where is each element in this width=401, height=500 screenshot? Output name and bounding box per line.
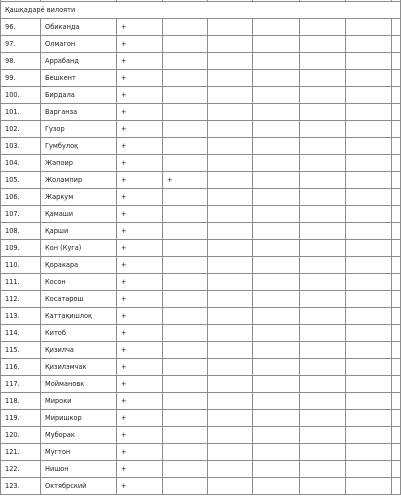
mark-column-2 [163, 36, 208, 53]
empty-cell [253, 308, 300, 325]
row-number: 96. [1, 19, 41, 36]
mark-column-2 [163, 223, 208, 240]
mark-column-1: + [117, 104, 163, 121]
settlement-name: Қарши [41, 223, 117, 240]
settlement-name: Китоб [41, 325, 117, 342]
empty-cell [346, 36, 392, 53]
empty-cell [300, 376, 346, 393]
empty-cell [208, 444, 253, 461]
mark-column-2 [163, 70, 208, 87]
table-row [1, 478, 401, 495]
empty-cell [300, 461, 346, 478]
settlement-name: Каттақишлоқ [41, 308, 117, 325]
empty-cell [208, 240, 253, 257]
mark-column-2 [163, 121, 208, 138]
row-number: 108. [1, 223, 41, 240]
empty-cell [253, 87, 300, 104]
mark-column-1: + [117, 478, 163, 495]
empty-cell [253, 274, 300, 291]
empty-cell [300, 189, 346, 206]
empty-cell [208, 87, 253, 104]
empty-cell [392, 87, 401, 104]
empty-cell [392, 53, 401, 70]
mark-column-2 [163, 274, 208, 291]
empty-cell [253, 19, 300, 36]
empty-cell [392, 444, 401, 461]
empty-cell [300, 257, 346, 274]
mark-column-2 [163, 87, 208, 104]
table-row [1, 53, 401, 70]
empty-cell [392, 342, 401, 359]
empty-cell [300, 308, 346, 325]
empty-cell [392, 274, 401, 291]
empty-cell [346, 342, 392, 359]
empty-cell [300, 359, 346, 376]
empty-cell [392, 138, 401, 155]
empty-cell [253, 444, 300, 461]
empty-cell [208, 376, 253, 393]
empty-cell [300, 240, 346, 257]
empty-cell [346, 427, 392, 444]
empty-cell [253, 461, 300, 478]
empty-cell [253, 155, 300, 172]
empty-cell [208, 410, 253, 427]
empty-cell [300, 393, 346, 410]
empty-cell [346, 257, 392, 274]
empty-cell [253, 172, 300, 189]
empty-cell [208, 427, 253, 444]
empty-cell [346, 274, 392, 291]
table-row [1, 376, 401, 393]
settlement-name: Олмагон [41, 36, 117, 53]
empty-cell [346, 172, 392, 189]
empty-cell [392, 223, 401, 240]
settlement-name: Аррабанд [41, 53, 117, 70]
settlement-name: Обиканда [41, 19, 117, 36]
empty-cell [346, 189, 392, 206]
empty-cell [392, 36, 401, 53]
empty-cell [346, 461, 392, 478]
settlement-name: Косон [41, 274, 117, 291]
empty-cell [208, 53, 253, 70]
empty-cell [392, 393, 401, 410]
empty-cell [253, 36, 300, 53]
table-row [1, 342, 401, 359]
empty-cell [208, 155, 253, 172]
mark-column-2 [163, 19, 208, 36]
row-number: 122. [1, 461, 41, 478]
empty-cell [253, 325, 300, 342]
table-row [1, 427, 401, 444]
empty-cell [208, 274, 253, 291]
mark-column-2 [163, 325, 208, 342]
table-row [1, 240, 401, 257]
empty-cell [208, 393, 253, 410]
mark-column-1: + [117, 155, 163, 172]
mark-column-1: + [117, 427, 163, 444]
mark-column-1: + [117, 274, 163, 291]
empty-cell [300, 155, 346, 172]
row-number: 112. [1, 291, 41, 308]
mark-column-2 [163, 189, 208, 206]
empty-cell [346, 70, 392, 87]
row-number: 97. [1, 36, 41, 53]
empty-cell [392, 325, 401, 342]
mark-column-2 [163, 376, 208, 393]
empty-cell [208, 478, 253, 495]
row-number: 103. [1, 138, 41, 155]
mark-column-2: + [163, 172, 208, 189]
table-row [1, 325, 401, 342]
settlement-name: Қамаши [41, 206, 117, 223]
empty-cell [346, 223, 392, 240]
settlement-name: Қизилэмчак [41, 359, 117, 376]
empty-cell [208, 19, 253, 36]
empty-cell [208, 206, 253, 223]
empty-cell [208, 359, 253, 376]
row-number: 100. [1, 87, 41, 104]
mark-column-2 [163, 342, 208, 359]
settlement-name: Косатарош [41, 291, 117, 308]
mark-column-2 [163, 410, 208, 427]
row-number: 98. [1, 53, 41, 70]
mark-column-1: + [117, 19, 163, 36]
table-row [1, 121, 401, 138]
row-number: 106. [1, 189, 41, 206]
row-number: 101. [1, 104, 41, 121]
row-number: 123. [1, 478, 41, 495]
empty-cell [208, 189, 253, 206]
mark-column-1: + [117, 240, 163, 257]
empty-cell [346, 410, 392, 427]
empty-cell [346, 87, 392, 104]
row-number: 115. [1, 342, 41, 359]
empty-cell [253, 427, 300, 444]
empty-cell [392, 410, 401, 427]
mark-column-1: + [117, 87, 163, 104]
table-row [1, 155, 401, 172]
settlement-name: Қоракара [41, 257, 117, 274]
table-row [1, 223, 401, 240]
table-row [1, 189, 401, 206]
row-number: 116. [1, 359, 41, 376]
empty-cell [208, 36, 253, 53]
mark-column-1: + [117, 325, 163, 342]
mark-column-2 [163, 359, 208, 376]
empty-cell [346, 393, 392, 410]
empty-cell [253, 478, 300, 495]
empty-cell [346, 291, 392, 308]
section-title: Қашқадарё вилояти [1, 2, 401, 19]
empty-cell [392, 308, 401, 325]
row-number: 110. [1, 257, 41, 274]
row-number: 109. [1, 240, 41, 257]
empty-cell [208, 104, 253, 121]
empty-cell [392, 172, 401, 189]
table-row [1, 70, 401, 87]
mark-column-2 [163, 53, 208, 70]
empty-cell [208, 138, 253, 155]
empty-cell [300, 53, 346, 70]
row-number: 105. [1, 172, 41, 189]
mark-column-1: + [117, 223, 163, 240]
empty-cell [300, 87, 346, 104]
row-number: 111. [1, 274, 41, 291]
table-row [1, 410, 401, 427]
empty-cell [253, 138, 300, 155]
empty-cell [208, 121, 253, 138]
table-row [1, 104, 401, 121]
settlement-name: Жолампир [41, 172, 117, 189]
empty-cell [300, 138, 346, 155]
table-row [1, 138, 401, 155]
empty-cell [300, 104, 346, 121]
table-row [1, 36, 401, 53]
empty-cell [253, 104, 300, 121]
empty-cell [253, 359, 300, 376]
settlement-name: Гузор [41, 121, 117, 138]
empty-cell [392, 155, 401, 172]
empty-cell [392, 376, 401, 393]
table-row [1, 206, 401, 223]
empty-cell [392, 19, 401, 36]
row-number: 119. [1, 410, 41, 427]
settlement-name: Миришкор [41, 410, 117, 427]
empty-cell [300, 70, 346, 87]
empty-cell [392, 189, 401, 206]
settlement-name: Қизилча [41, 342, 117, 359]
empty-cell [346, 325, 392, 342]
empty-cell [346, 478, 392, 495]
row-number: 118. [1, 393, 41, 410]
section-header-row [1, 2, 401, 19]
empty-cell [346, 121, 392, 138]
row-number: 113. [1, 308, 41, 325]
mark-column-1: + [117, 359, 163, 376]
empty-cell [392, 291, 401, 308]
empty-cell [392, 240, 401, 257]
table-row [1, 393, 401, 410]
table-row [1, 19, 401, 36]
table-row [1, 444, 401, 461]
empty-cell [208, 257, 253, 274]
settlement-name: Моймановк [41, 376, 117, 393]
table-row [1, 87, 401, 104]
empty-cell [346, 376, 392, 393]
mark-column-2 [163, 206, 208, 223]
settlement-name: Мугтон [41, 444, 117, 461]
mark-column-1: + [117, 121, 163, 138]
empty-cell [392, 478, 401, 495]
mark-column-1: + [117, 376, 163, 393]
empty-cell [346, 206, 392, 223]
empty-cell [300, 444, 346, 461]
mark-column-1: + [117, 444, 163, 461]
settlement-name: Жаркум [41, 189, 117, 206]
empty-cell [208, 308, 253, 325]
mark-column-1: + [117, 206, 163, 223]
mark-column-1: + [117, 393, 163, 410]
empty-cell [253, 240, 300, 257]
row-number: 104. [1, 155, 41, 172]
table-row [1, 172, 401, 189]
row-number: 114. [1, 325, 41, 342]
mark-column-1: + [117, 36, 163, 53]
mark-column-2 [163, 461, 208, 478]
mark-column-1: + [117, 257, 163, 274]
empty-cell [253, 376, 300, 393]
row-number: 99. [1, 70, 41, 87]
empty-cell [300, 121, 346, 138]
settlement-name: Бирдала [41, 87, 117, 104]
row-number: 107. [1, 206, 41, 223]
empty-cell [300, 172, 346, 189]
empty-cell [208, 70, 253, 87]
empty-cell [300, 291, 346, 308]
empty-cell [300, 325, 346, 342]
empty-cell [346, 240, 392, 257]
empty-cell [208, 325, 253, 342]
empty-cell [392, 70, 401, 87]
empty-cell [253, 70, 300, 87]
empty-cell [208, 342, 253, 359]
empty-cell [300, 410, 346, 427]
mark-column-2 [163, 444, 208, 461]
mark-column-2 [163, 138, 208, 155]
table-row [1, 257, 401, 274]
mark-column-1: + [117, 461, 163, 478]
settlement-name: Жапоир [41, 155, 117, 172]
empty-cell [346, 53, 392, 70]
empty-cell [300, 478, 346, 495]
empty-cell [253, 206, 300, 223]
empty-cell [253, 393, 300, 410]
empty-cell [392, 206, 401, 223]
mark-column-2 [163, 257, 208, 274]
mark-column-2 [163, 478, 208, 495]
empty-cell [346, 19, 392, 36]
empty-cell [208, 223, 253, 240]
empty-cell [392, 257, 401, 274]
row-number: 121. [1, 444, 41, 461]
empty-cell [392, 104, 401, 121]
empty-cell [208, 291, 253, 308]
empty-cell [346, 308, 392, 325]
empty-cell [253, 257, 300, 274]
mark-column-2 [163, 155, 208, 172]
empty-cell [346, 444, 392, 461]
mark-column-2 [163, 308, 208, 325]
empty-cell [346, 104, 392, 121]
empty-cell [253, 53, 300, 70]
mark-column-1: + [117, 70, 163, 87]
empty-cell [392, 359, 401, 376]
mark-column-1: + [117, 308, 163, 325]
empty-cell [300, 274, 346, 291]
mark-column-1: + [117, 172, 163, 189]
mark-column-1: + [117, 138, 163, 155]
settlement-name: Мироки [41, 393, 117, 410]
mark-column-2 [163, 240, 208, 257]
mark-column-1: + [117, 291, 163, 308]
mark-column-1: + [117, 410, 163, 427]
empty-cell [253, 342, 300, 359]
empty-cell [300, 223, 346, 240]
empty-cell [253, 291, 300, 308]
empty-cell [392, 121, 401, 138]
settlement-name: Варганза [41, 104, 117, 121]
mark-column-2 [163, 427, 208, 444]
mark-column-2 [163, 393, 208, 410]
mark-column-1: + [117, 53, 163, 70]
empty-cell [392, 427, 401, 444]
mark-column-1: + [117, 342, 163, 359]
empty-cell [300, 427, 346, 444]
empty-cell [346, 359, 392, 376]
table-body [1, 0, 401, 495]
mark-column-2 [163, 104, 208, 121]
settlement-name: Гумбулоқ [41, 138, 117, 155]
table-row [1, 291, 401, 308]
empty-cell [253, 410, 300, 427]
table-row [1, 308, 401, 325]
mark-column-1: + [117, 189, 163, 206]
settlement-name: Бешкент [41, 70, 117, 87]
empty-cell [253, 189, 300, 206]
empty-cell [253, 121, 300, 138]
empty-cell [300, 36, 346, 53]
settlement-name: Муборак [41, 427, 117, 444]
empty-cell [300, 206, 346, 223]
table-row [1, 359, 401, 376]
row-number: 117. [1, 376, 41, 393]
empty-cell [392, 461, 401, 478]
settlement-name: Октябрский [41, 478, 117, 495]
row-number: 120. [1, 427, 41, 444]
settlement-name: Кон (Куга) [41, 240, 117, 257]
empty-cell [346, 138, 392, 155]
mark-column-2 [163, 291, 208, 308]
empty-cell [300, 342, 346, 359]
empty-cell [300, 19, 346, 36]
settlement-name: Нишон [41, 461, 117, 478]
empty-cell [253, 223, 300, 240]
empty-cell [208, 461, 253, 478]
empty-cell [346, 155, 392, 172]
table-row [1, 461, 401, 478]
table-row [1, 274, 401, 291]
row-number: 102. [1, 121, 41, 138]
empty-cell [208, 172, 253, 189]
